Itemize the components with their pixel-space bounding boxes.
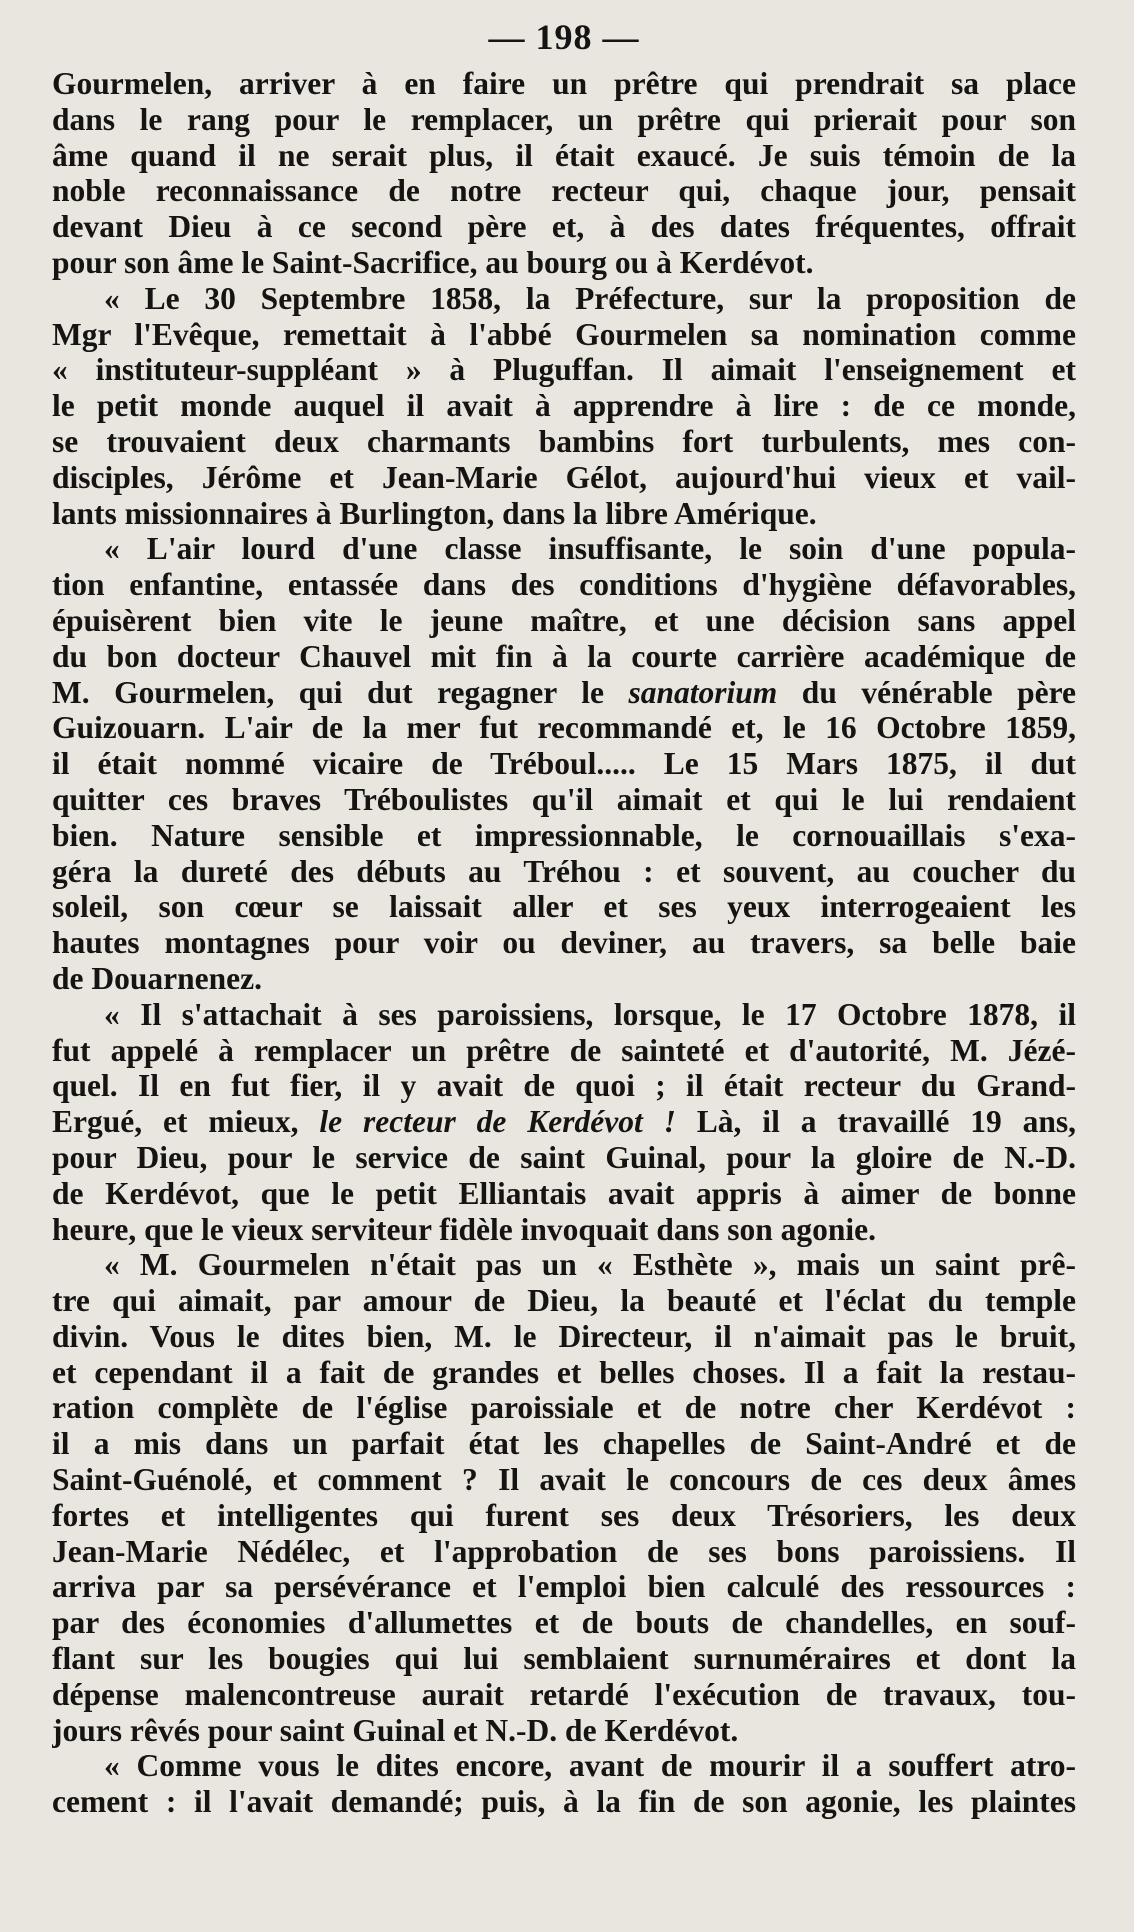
text-line: Mgr l'Evêque, remettait à l'abbé Gourmelen sa nomination comme [52,316,1076,352]
text-line: divin. Vous le dites bien, M. le Directeur, il n'aimait pas le bruit, [52,1318,1076,1354]
body-text [52,66,1076,1820]
page-number: — 198 — [488,17,640,57]
text-line: géra la dureté des débuts au Tréhou : et souvent, au coucher du [52,853,1076,889]
text-line: pour Dieu, pour le service de saint Guinal, pour la gloire de N.-D. [52,1139,1076,1175]
text-line [52,675,1076,711]
text-line: ration complète de l'église paroissiale et de notre cher Kerdévot : [52,1390,1076,1426]
text-line: bien. Nature sensible et impressionnable, le cornouaillais s'exa- [52,817,1076,853]
text-line: âme quand il ne serait plus, il était exaucé. Je suis témoin de la [52,137,1076,173]
text-line: par des économies d'allumettes et de bouts de chandelles, en souf- [52,1605,1076,1641]
text-line: le petit monde auquel il avait à apprendre à lire : de ce monde, [52,388,1076,424]
text-line: de Douarnenez. [52,960,262,996]
text-line: et cependant il a fait de grandes et belles choses. Il a fait la restau- [52,1354,1076,1390]
text-line: heure, que le vieux serviteur fidèle invoquait dans son agonie. [52,1211,877,1247]
text-line: « instituteur-suppléant » à Pluguffan. Il aimait l'enseignement et [52,352,1076,388]
text-line [52,1104,1076,1140]
text-segment: M. Gourmelen, qui dut regagner le [52,674,629,710]
text-line: soleil, son cœur se laissait aller et ses yeux interrogeaient les [52,889,1076,925]
text-line: fortes et intelligentes qui furent ses deux Trésoriers, les deux [52,1497,1076,1533]
text-line: flant sur les bougies qui lui semblaient surnuméraires et dont la [52,1641,1076,1677]
text-line: se trouvaient deux charmants bambins fort turbulents, mes con- [52,423,1076,459]
text-line: « Comme vous le dites encore, avant de mourir il a souffert atro- [104,1748,1076,1784]
text-line: « Il s'attachait à ses paroissiens, lorsque, le 17 Octobre 1878, il [104,996,1076,1032]
italic-text: le recteur de Kerdévot ! [319,1104,676,1140]
text-line: Gourmelen, arriver à en faire un prêtre qui prendrait sa place [52,66,1076,101]
text-line: épuisèrent bien vite le jeune maître, et une décision sans appel [52,602,1076,638]
text-line: « Le 30 Septembre 1858, la Préfecture, sur la proposition de [104,280,1076,316]
text-line: Jean-Marie Nédélec, et l'approbation de ses bons paroissiens. Il [52,1533,1076,1569]
text-line: il était nommé vicaire de Tréboul..... Le 15 Mars 1875, il dut [52,746,1076,782]
text-line: quitter ces braves Tréboulistes qu'il aimait et qui le lui rendaient [52,781,1076,817]
text-segment: Ergué, et mieux, [52,1104,320,1140]
text-line: noble reconnaissance de notre recteur qui, chaque jour, pensait [52,173,1076,209]
text-line: disciples, Jérôme et Jean-Marie Gélot, aujourd'hui vieux et vail- [52,459,1076,495]
text-line: Saint-Guénolé, et comment ? Il avait le concours de ces deux âmes [52,1462,1076,1498]
text-line: tre qui aimait, par amour de Dieu, la beauté et l'éclat du temple [52,1283,1076,1319]
text-line: lants missionnaires à Burlington, dans la libre Amérique. [52,495,817,531]
text-line: pour son âme le Saint-Sacrifice, au bourg ou à Kerdévot. [52,244,814,280]
text-line: de Kerdévot, que le petit Elliantais avait appris à aimer de bonne [52,1175,1076,1211]
text-line: cement : il l'avait demandé; puis, à la fin de son agonie, les plaintes [52,1784,1076,1820]
italic-text: sanatorium [628,674,778,710]
text-line: quel. Il en fut fier, il y avait de quoi ; il était recteur du Grand- [52,1068,1076,1104]
text-line: jours rêvés pour saint Guinal et N.-D. de Kerdévot. [52,1712,739,1748]
text-line: « M. Gourmelen n'était pas un « Esthète », mais un saint prê- [104,1247,1076,1283]
text-line: dans le rang pour le remplacer, un prêtre qui prierait pour son [52,101,1076,137]
text-segment: du vénérable père [777,674,1076,710]
text-line: « L'air lourd d'une classe insuffisante, le soin d'une popula- [104,531,1076,567]
text-line: dépense malencontreuse aurait retardé l'exécution de travaux, tou- [52,1676,1076,1712]
text-segment: Là, il a travaillé 19 ans, [675,1104,1076,1140]
text-line: il a mis dans un parfait état les chapelles de Saint-André et de [52,1426,1076,1462]
text-line: tion enfantine, entassée dans des conditions d'hygiène défavorables, [52,567,1076,603]
text-line: devant Dieu à ce second père et, à des dates fréquentes, offrait [52,209,1076,245]
text-line: arriva par sa persévérance et l'emploi bien calculé des ressources : [52,1569,1076,1605]
text-line: fut appelé à remplacer un prêtre de sainteté et d'autorité, M. Jézé- [52,1032,1076,1068]
text-line: hautes montagnes pour voir ou deviner, au travers, sa belle baie [52,925,1076,961]
text-line: du bon docteur Chauvel mit fin à la courte carrière académique de [52,638,1076,674]
text-line: Guizouarn. L'air de la mer fut recommandé et, le 16 Octobre 1859, [52,710,1076,746]
